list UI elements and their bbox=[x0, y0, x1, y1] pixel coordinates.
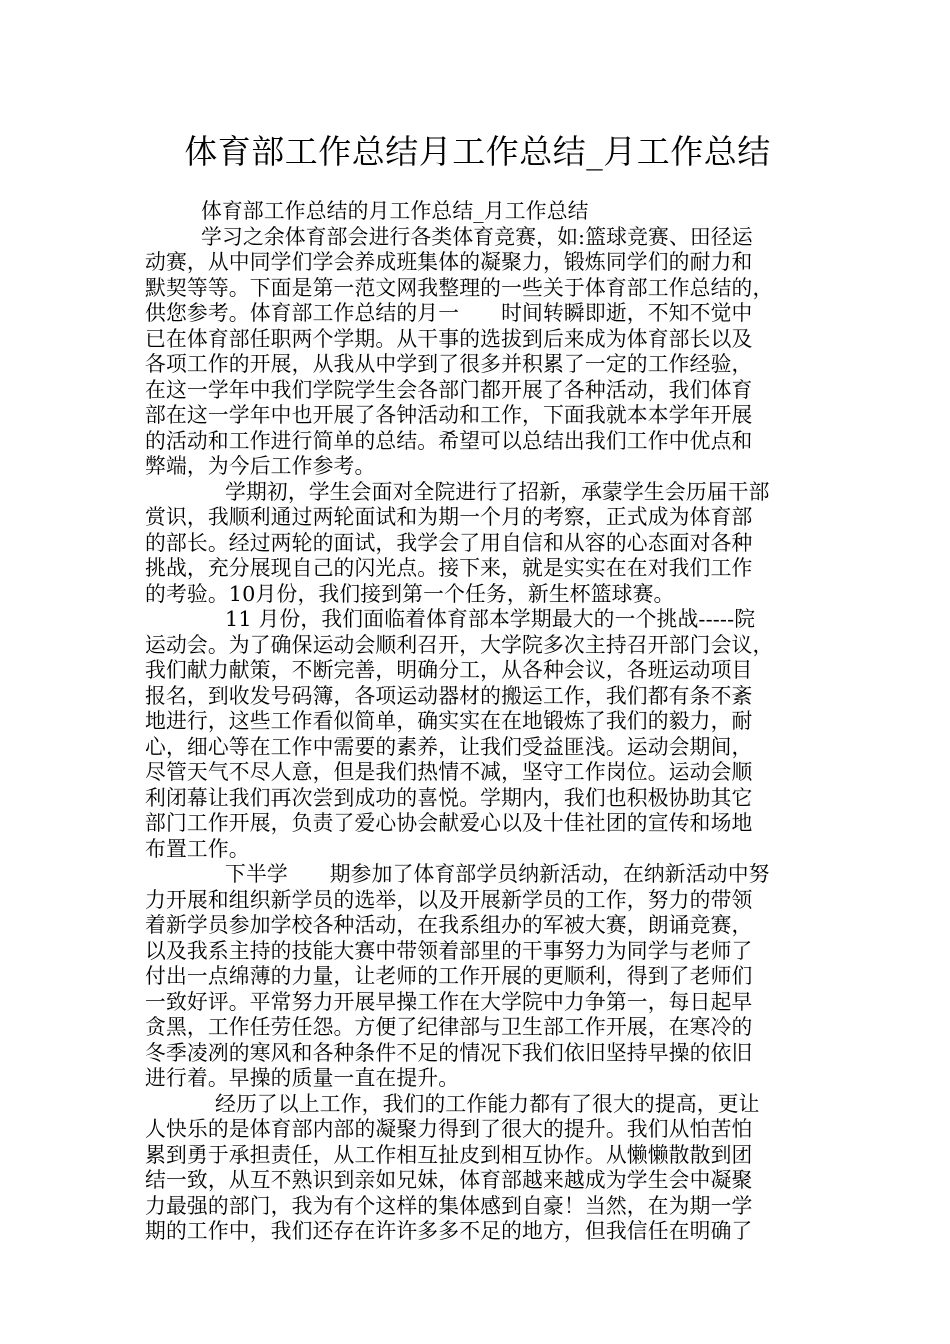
paragraph-line: 各项工作的开展，从我从中学到了很多并积累了一定的工作经验， bbox=[145, 352, 753, 376]
document-title: 体育部工作总结月工作总结_月工作总结 bbox=[184, 132, 771, 171]
paragraph-line: 部在这一学年中也开展了各钟活动和工作，下面我就本本学年开展 bbox=[145, 403, 753, 427]
paragraph-line: 地进行，这些工作看似简单，确实实在在地锻炼了我们的毅力，耐 bbox=[145, 709, 753, 733]
paragraph-line: 的部长。经过两轮的面试，我学会了用自信和从容的心态面对各种 bbox=[145, 530, 753, 555]
document-body bbox=[145, 199, 810, 1245]
paragraph-line: 弊端，为今后工作参考。 bbox=[145, 454, 376, 478]
paragraph-line: 结一致，从互不熟识到亲如兄妹，体育部越来越成为学生会中凝聚 bbox=[145, 1168, 753, 1192]
paragraph-line: 付出一点绵薄的力量，让老师的工作开展的更顺利，得到了老师们 bbox=[145, 964, 753, 988]
paragraph-line: 人快乐的是体育部内部的凝聚力得到了很大的提升。我们从怕苦怕 bbox=[145, 1117, 753, 1141]
paragraph-line: 利闭幕让我们再次尝到成功的喜悦。学期内，我们也积极协助其它 bbox=[145, 785, 753, 810]
paragraph-line: 我们献力献策，不断完善，明确分工，从各种会议，各班运动项目 bbox=[145, 658, 753, 682]
paragraph-line: 进行着。早操的质量一直在提升。 bbox=[145, 1066, 460, 1090]
paragraph-line: 冬季凌冽的寒风和各种条件不足的情况下我们依旧坚持早操的依旧 bbox=[145, 1040, 753, 1065]
paragraph-line: 力最强的部门，我为有个这样的集体感到自豪！当然，在为期一学 bbox=[145, 1193, 753, 1218]
paragraph-line: 已在体育部任职两个学期。从干事的选拔到后来成为体育部长以及 bbox=[145, 326, 753, 351]
paragraph-line: 以及我系主持的技能大赛中带领着部里的干事努力为同学与老师了 bbox=[145, 938, 753, 963]
paragraph-line: 经历了以上工作，我们的工作能力都有了很大的提高，更让 bbox=[215, 1091, 760, 1116]
paragraph-line: 供您参考。体育部工作总结的月一 时间转瞬即逝，不知不觉中 bbox=[145, 301, 753, 325]
paragraph-line: 累到勇于承担责任，从工作相互扯皮到相互协作。从懒懒散散到团 bbox=[145, 1142, 753, 1167]
subtitle-line: 体育部工作总结的月工作总结_月工作总结 bbox=[201, 199, 589, 223]
paragraph-line: 11 月份，我们面临着体育部本学期最大的一个挑战-----院 bbox=[225, 607, 756, 631]
paragraph-line: 力开展和组织新学员的选举，以及开展新学员的工作，努力的带领 bbox=[145, 887, 753, 912]
paragraph-line: 的考验。10月份，我们接到第一个任务，新生杯篮球赛。 bbox=[145, 581, 675, 606]
paragraph-line: 运动会。为了确保运动会顺利召开，大学院多次主持召开部门会议， bbox=[145, 632, 774, 657]
paragraph-line: 学期初，学生会面对全院进行了招新，承蒙学生会历届干部 bbox=[225, 479, 770, 504]
paragraph-line: 一致好评。平常努力开展早操工作在大学院中力争第一，每日起早 bbox=[145, 989, 753, 1014]
paragraph-line: 着新学员参加学校各种活动，在我系组办的军被大赛，朗诵竞赛， bbox=[145, 913, 753, 937]
paragraph-line: 动赛，从中同学们学会养成班集体的凝聚力，锻炼同学们的耐力和 bbox=[145, 250, 753, 274]
paragraph-line: 部门工作开展，负责了爱心协会献爱心以及十佳社团的宣传和场地 bbox=[145, 811, 753, 835]
paragraph-line: 报名，到收发号码簿，各项运动器材的搬运工作，我们都有条不紊 bbox=[145, 683, 753, 708]
paragraph-line: 挑战，充分展现自己的闪光点。接下来，就是实实在在对我们工作 bbox=[145, 556, 753, 580]
paragraph-line: 贪黑，工作任劳任怨。方便了纪律部与卫生部工作开展，在寒冷的 bbox=[145, 1015, 753, 1039]
paragraph-line: 期的工作中，我们还存在许许多多不足的地方，但我信任在明确了 bbox=[145, 1219, 753, 1243]
paragraph-line: 在这一学年中我们学院学生会各部门都开展了各种活动，我们体育 bbox=[145, 377, 753, 402]
paragraph-line: 赏识，我顺利通过两轮面试和为期一个月的考察，正式成为体育部 bbox=[145, 505, 753, 529]
paragraph-line: 学习之余体育部会进行各类体育竞赛，如:篮球竞赛、田径运 bbox=[201, 224, 753, 249]
paragraph-line: 下半学 期参加了体育部学员纳新活动，在纳新活动中努 bbox=[225, 862, 770, 886]
paragraph-line: 布置工作。 bbox=[145, 836, 250, 861]
paragraph-line: 默契等等。下面是第一范文网我整理的一些关于体育部工作总结的， bbox=[145, 275, 774, 300]
paragraph-line: 心，细心等在工作中需要的素养，让我们受益匪浅。运动会期间， bbox=[145, 734, 753, 759]
paragraph-line: 尽管天气不尽人意，但是我们热情不减，坚守工作岗位。运动会顺 bbox=[145, 760, 753, 784]
paragraph-line: 的活动和工作进行简单的总结。希望可以总结出我们工作中优点和 bbox=[145, 428, 753, 453]
